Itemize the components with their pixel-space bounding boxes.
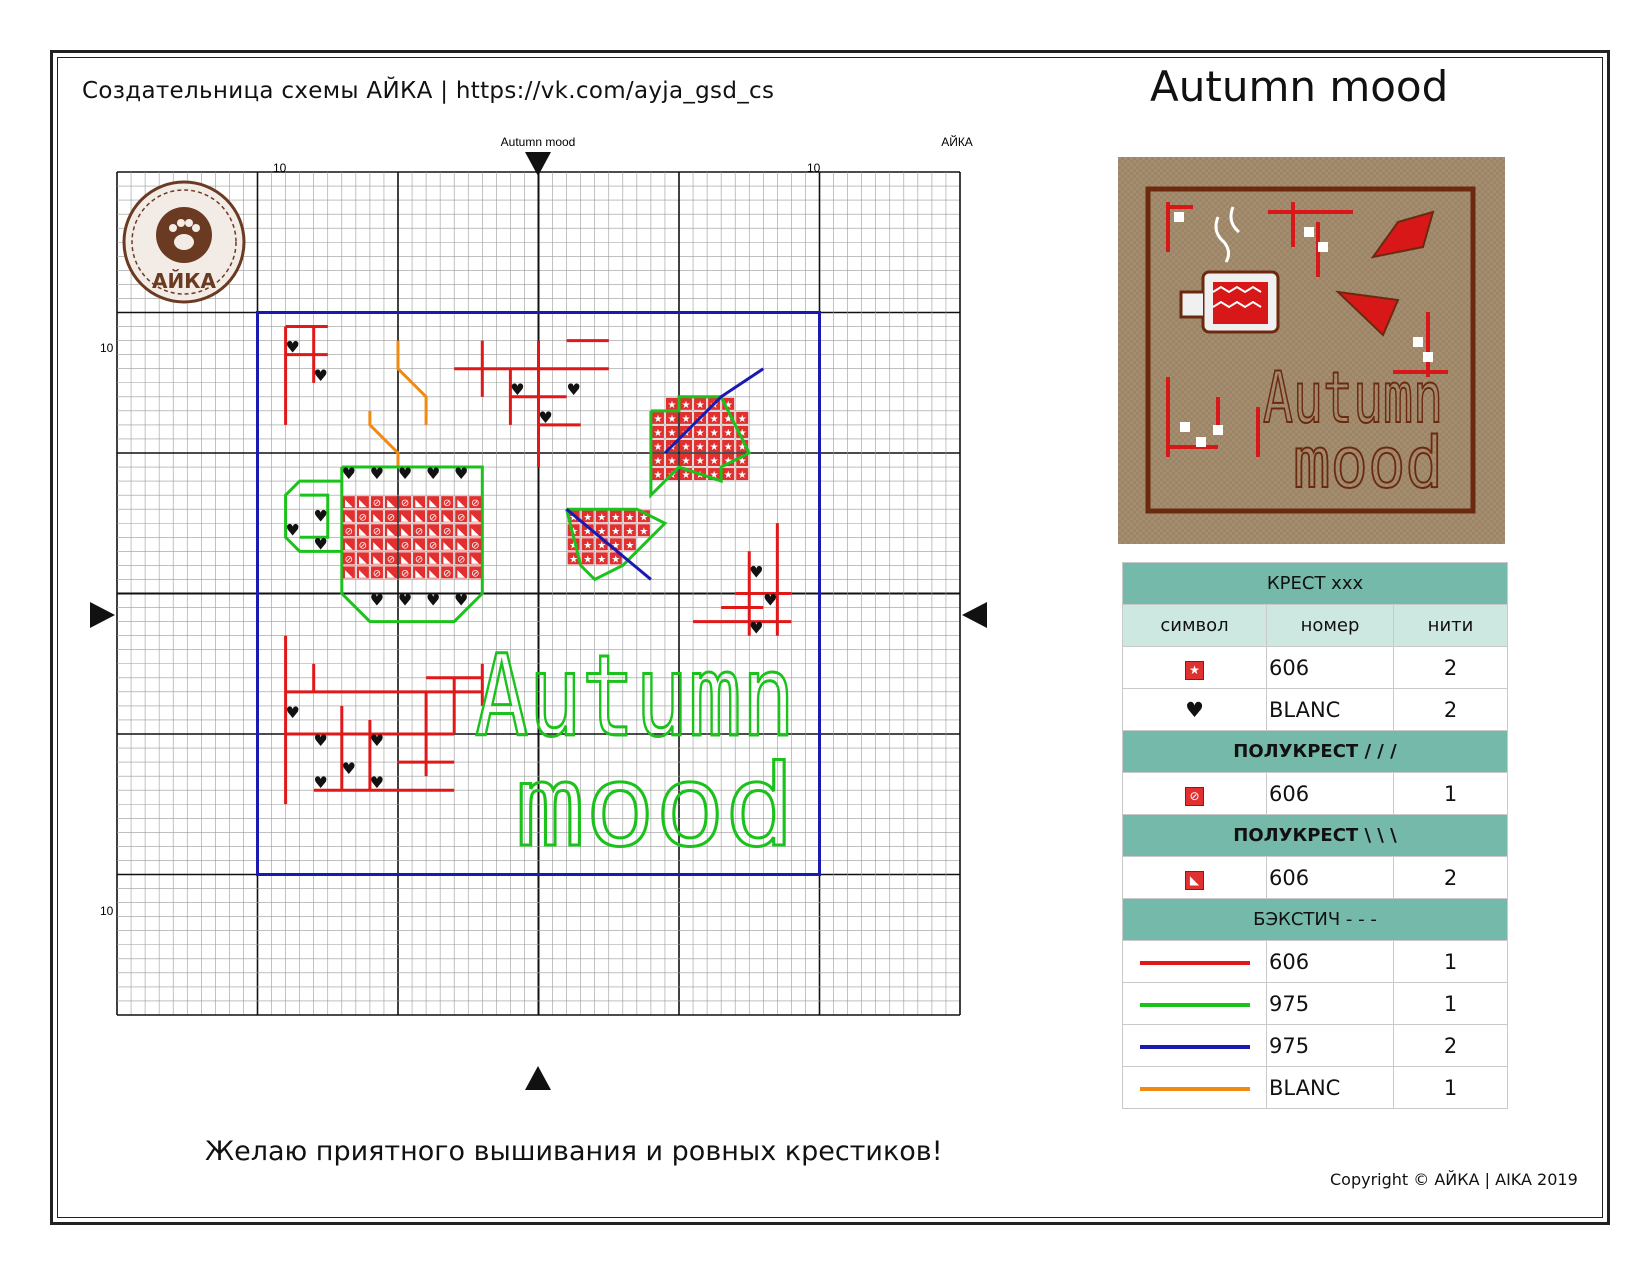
heart-icon: ♥ [369, 464, 385, 484]
thread-key-table [1122, 562, 1508, 1109]
heart-icon: ♥ [538, 407, 553, 427]
stitch-symbol-icon: ★ [709, 427, 719, 439]
heart-icon: ♥ [763, 590, 778, 610]
stitch-symbol-icon: ◣ [429, 568, 437, 580]
stitch-symbol-icon: ⊘ [414, 554, 424, 566]
pattern-chart [85, 130, 1045, 1100]
stitch-symbol-icon: ◣ [373, 540, 381, 552]
heart-icon: ♥ [425, 464, 441, 484]
stitch-symbol-icon: ⊘ [344, 554, 354, 566]
chart-grid [117, 172, 960, 1015]
stitch-symbol-icon: ★ [583, 512, 593, 524]
preview-svg [1118, 157, 1505, 544]
stitched-word-mood: mood [515, 742, 795, 872]
stitch-symbol-icon: ★ [709, 456, 719, 468]
stitch-symbol-icon: ★ [723, 456, 733, 468]
tick-label-left-bottom: 10 [100, 904, 114, 918]
stitch-symbol-icon: ★ [583, 554, 593, 566]
key-column-headers: символ номер нити [1123, 605, 1508, 647]
stitch-symbol-icon: ⊘ [400, 498, 410, 510]
stitch-symbol-icon: ★ [597, 526, 607, 538]
logo-text: АЙКА [151, 269, 217, 293]
stitch-symbol-icon: ★ [611, 554, 621, 566]
heart-icon: ♥ [341, 464, 356, 484]
stitch-symbol-icon: ★ [667, 442, 677, 453]
backstitch-orange-swatch [1140, 1087, 1250, 1091]
stitch-symbol-icon: ⊘ [400, 568, 410, 580]
heart-icon: ♥ [285, 520, 300, 540]
key-row: BLANC 1 [1123, 1067, 1508, 1109]
heart-icon: ♥ [566, 379, 581, 399]
stitch-symbol-icon: ★ [667, 399, 677, 411]
stitch-symbol-icon: ★ [709, 442, 719, 453]
stitch-symbol-icon: ★ [583, 526, 593, 538]
stitch-symbol-icon: ◣ [471, 554, 480, 566]
stitch-symbol-icon: ⊘ [457, 554, 466, 566]
tick-label-top-right: 10 [807, 161, 821, 175]
stitch-symbol-icon: ★ [597, 554, 607, 566]
stitch-symbol-icon: ★ [695, 399, 705, 411]
aika-logo [124, 182, 244, 302]
heart-icon: ♥ [1185, 697, 1204, 722]
stitch-symbol-icon: ★ [723, 399, 733, 411]
stitch-symbol-icon: ★ [667, 427, 677, 439]
stitch-symbol-icon: ⊘ [372, 498, 382, 510]
stitch-symbol-icon: ⊘ [414, 526, 424, 538]
stitch-symbol-icon: ★ [695, 442, 705, 453]
stitch-symbol-icon: ⊘ [372, 568, 382, 580]
key-section-half-back: ПОЛУКРЕСТ \ \ \ [1123, 815, 1508, 857]
preview-word-autumn: Autumn [1263, 357, 1443, 439]
heart-icon: ♥ [397, 464, 413, 484]
stitch-symbol-icon: ⊘ [457, 512, 466, 524]
stitch-symbol-icon: ◣ [359, 568, 367, 580]
stitch-symbol-icon: ◣ [415, 540, 423, 552]
stitch-symbol-icon: ★ [653, 442, 663, 453]
stitch-symbol-icon: ★ [737, 442, 747, 453]
stitch-symbol-icon: ★ [737, 456, 747, 468]
stitch-symbol-icon: ◣ [443, 554, 452, 566]
key-row: ⊘ 606 1 [1123, 773, 1508, 815]
stitch-symbol-icon: ★ [653, 470, 663, 482]
stitch-symbol-icon: ★ [681, 427, 691, 439]
stitch-symbol-icon: ★ [569, 540, 579, 552]
preview-word-mood: mood [1293, 422, 1443, 504]
heart-icon: ♥ [369, 590, 385, 610]
heart-icon: ♥ [313, 365, 328, 385]
stitch-symbol-icon: ★ [639, 526, 649, 538]
stitch-symbol-icon: ★ [611, 526, 621, 538]
stitch-symbol-icon: ★ [709, 413, 719, 425]
stitch-symbol-icon: ⊘ [471, 540, 480, 552]
center-arrow-left [90, 602, 115, 628]
key-row: 975 2 [1123, 1025, 1508, 1067]
key-row: ◣ 606 2 [1123, 857, 1508, 899]
stitch-symbol-icon: ◣ [457, 526, 466, 538]
stitch-symbol-icon: ⊘ [428, 512, 438, 524]
stitch-symbol-icon: ★ [695, 470, 705, 482]
star-icon: ★ [1185, 661, 1204, 680]
stitch-symbol-icon: ★ [653, 456, 663, 468]
stitch-symbol-icon: ⊘ [442, 498, 452, 510]
stitch-symbol-icon: ★ [639, 512, 649, 524]
stitch-symbol-icon: ⊘ [428, 540, 438, 552]
stitch-symbol-icon: ◣ [401, 512, 409, 524]
key-row: ♥ BLANC 2 [1123, 689, 1508, 731]
stitch-symbol-icon: ◣ [443, 512, 452, 524]
heart-icon: ♥ [425, 590, 441, 610]
key-section-cross: КРЕСТ xxx [1123, 563, 1508, 605]
stitch-symbol-icon: ★ [737, 470, 747, 482]
stitch-symbol-icon: ★ [737, 413, 747, 425]
stitch-symbol-icon: ★ [597, 512, 607, 524]
stitch-symbol-icon: ◣ [415, 568, 423, 580]
heart-icon: ♥ [749, 618, 764, 638]
tick-label-left-top: 10 [100, 341, 114, 355]
key-row: 975 1 [1123, 983, 1508, 1025]
stitch-symbol-icon: ★ [569, 554, 579, 566]
backstitch-green-swatch [1140, 1003, 1250, 1007]
stitch-symbol-icon: ★ [723, 427, 733, 439]
stitch-symbol-icon: ◣ [387, 526, 395, 538]
heart-icon: ♥ [313, 731, 328, 751]
heart-icon: ♥ [285, 702, 300, 722]
designer-credit: Создательница схемы АЙКА | https://vk.com/ayja_gsd_cs [82, 78, 775, 104]
pattern-title: Autumn mood [1150, 62, 1449, 111]
key-row: ★ 606 2 [1123, 647, 1508, 689]
stitch-symbol-icon: ★ [681, 456, 691, 468]
stitch-symbol-icon: ⊘ [386, 554, 396, 566]
stitch-symbol-icon: ◣ [471, 512, 480, 524]
stitch-symbol-icon: ★ [667, 413, 677, 425]
stitch-symbol-icon: ★ [667, 456, 677, 468]
stitch-symbol-icon: ★ [625, 512, 635, 524]
stitch-symbol-icon: ◣ [429, 526, 437, 538]
stitch-symbol-icon: ◣ [359, 526, 367, 538]
stitch-symbol-icon: ★ [667, 470, 677, 482]
heart-icon: ♥ [369, 731, 385, 751]
footer-message: Желаю приятного вышивания и ровных крестиков! [205, 1136, 943, 1167]
stitch-symbol-icon: ⊘ [471, 568, 480, 580]
heart-icon: ♥ [454, 464, 469, 484]
stitch-symbol-icon: ★ [709, 399, 719, 411]
stitch-symbol-icon: ★ [569, 526, 579, 538]
center-arrow-bottom [525, 1066, 551, 1090]
heart-icon: ♥ [341, 759, 356, 779]
heart-icon: ♥ [510, 379, 525, 399]
triangle-icon: ◣ [1185, 871, 1204, 890]
stitch-symbol-icon: ★ [695, 427, 705, 439]
tick-label-top-left: 10 [273, 161, 287, 175]
stitch-symbol-icon: ★ [695, 413, 705, 425]
stitch-symbol-icon: ⊘ [358, 540, 368, 552]
heart-icon: ♥ [369, 773, 385, 793]
stitch-symbol-icon: ◣ [373, 512, 381, 524]
stitch-symbol-icon: ★ [681, 442, 691, 453]
stitch-symbol-icon: ★ [653, 427, 663, 439]
stitch-symbol-icon: ◣ [401, 526, 409, 538]
stitch-symbol-icon: ⊘ [344, 526, 354, 538]
stitch-symbol-icon: ◣ [359, 554, 367, 566]
stitch-symbol-icon: ◣ [415, 512, 423, 524]
stitch-symbol-icon: ◣ [429, 554, 437, 566]
chart-top-title: Autumn mood [500, 135, 576, 149]
slash-oval-icon: ⊘ [1185, 787, 1204, 806]
heart-icon: ♥ [313, 534, 328, 554]
stitch-symbol-icon: ◣ [344, 498, 353, 510]
stitch-symbol-icon: ★ [723, 442, 733, 453]
stitched-word-autumn: Autumn [475, 632, 795, 762]
stitch-symbol-icon: ◣ [457, 568, 466, 580]
stitch-symbol-icon: ★ [737, 427, 747, 439]
stitch-symbol-icon: ⊘ [400, 540, 410, 552]
stitch-symbol-icon: ★ [625, 526, 635, 538]
copyright: Copyright © АЙКА | AIKA 2019 [1330, 1170, 1578, 1189]
stitch-symbol-icon: ◣ [373, 554, 381, 566]
stitch-symbol-icon: ★ [597, 540, 607, 552]
stitch-symbol-icon: ★ [681, 399, 691, 411]
stitch-symbol-icon: ◣ [344, 512, 353, 524]
key-section-half-forward: ПОЛУКРЕСТ / / / [1123, 731, 1508, 773]
stitch-symbol-icon: ◣ [387, 540, 395, 552]
heart-icon: ♥ [313, 506, 328, 526]
stitch-symbol-icon: ★ [695, 456, 705, 468]
key-row: 606 1 [1123, 941, 1508, 983]
stitch-symbol-icon: ◣ [457, 498, 466, 510]
stitch-symbol-icon: ◣ [344, 540, 353, 552]
stitch-symbol-icon: ⊘ [442, 568, 452, 580]
stitch-symbol-icon: ◣ [359, 498, 367, 510]
center-arrow-right [962, 602, 987, 628]
stitch-symbol-icon: ★ [723, 470, 733, 482]
stitch-symbol-icon: ⊘ [471, 498, 480, 510]
heart-icon: ♥ [454, 590, 469, 610]
stitch-symbol-icon: ◣ [471, 526, 480, 538]
key-section-backstitch: БЭКСТИЧ - - - [1123, 899, 1508, 941]
stitch-symbol-icon: ★ [583, 540, 593, 552]
stitch-symbol-icon: ⊘ [372, 526, 382, 538]
stitch-symbol-icon: ⊘ [386, 512, 396, 524]
chart-svg [85, 130, 1045, 1100]
stitch-symbol-icon: ★ [611, 540, 621, 552]
stitch-symbol-icon: ★ [723, 413, 733, 425]
heart-icon: ♥ [285, 337, 300, 357]
stitch-symbol-icon: ◣ [401, 554, 409, 566]
heart-icon: ♥ [313, 773, 328, 793]
stitch-symbol-icon: ◣ [415, 498, 423, 510]
stitch-symbol-icon: ★ [611, 512, 621, 524]
stitch-symbol-icon: ◣ [387, 568, 395, 580]
stitch-symbol-icon: ◣ [387, 498, 395, 510]
chart-top-right-label: АЙКА [941, 135, 973, 149]
heart-icon: ♥ [397, 590, 413, 610]
stitch-symbol-icon: ★ [681, 413, 691, 425]
stitch-symbol-icon: ★ [681, 470, 691, 482]
stitch-symbol-icon: ★ [709, 470, 719, 482]
stitch-symbol-icon: ◣ [429, 498, 437, 510]
stitch-symbol-icon: ★ [653, 413, 663, 425]
stitch-symbol-icon: ★ [569, 512, 579, 524]
stitch-symbol-icon: ⊘ [442, 526, 452, 538]
stitched-preview [1118, 157, 1505, 544]
stitch-symbol-icon: ⊘ [358, 512, 368, 524]
backstitch-red-swatch [1140, 961, 1250, 965]
heart-icon: ♥ [749, 562, 764, 582]
stitch-symbol-icon: ★ [625, 540, 635, 552]
stitch-symbol-icon: ◣ [457, 540, 466, 552]
backstitch-blue-swatch [1140, 1045, 1250, 1049]
stitch-symbol-icon: ◣ [443, 540, 452, 552]
stitch-symbol-icon: ◣ [344, 568, 353, 580]
